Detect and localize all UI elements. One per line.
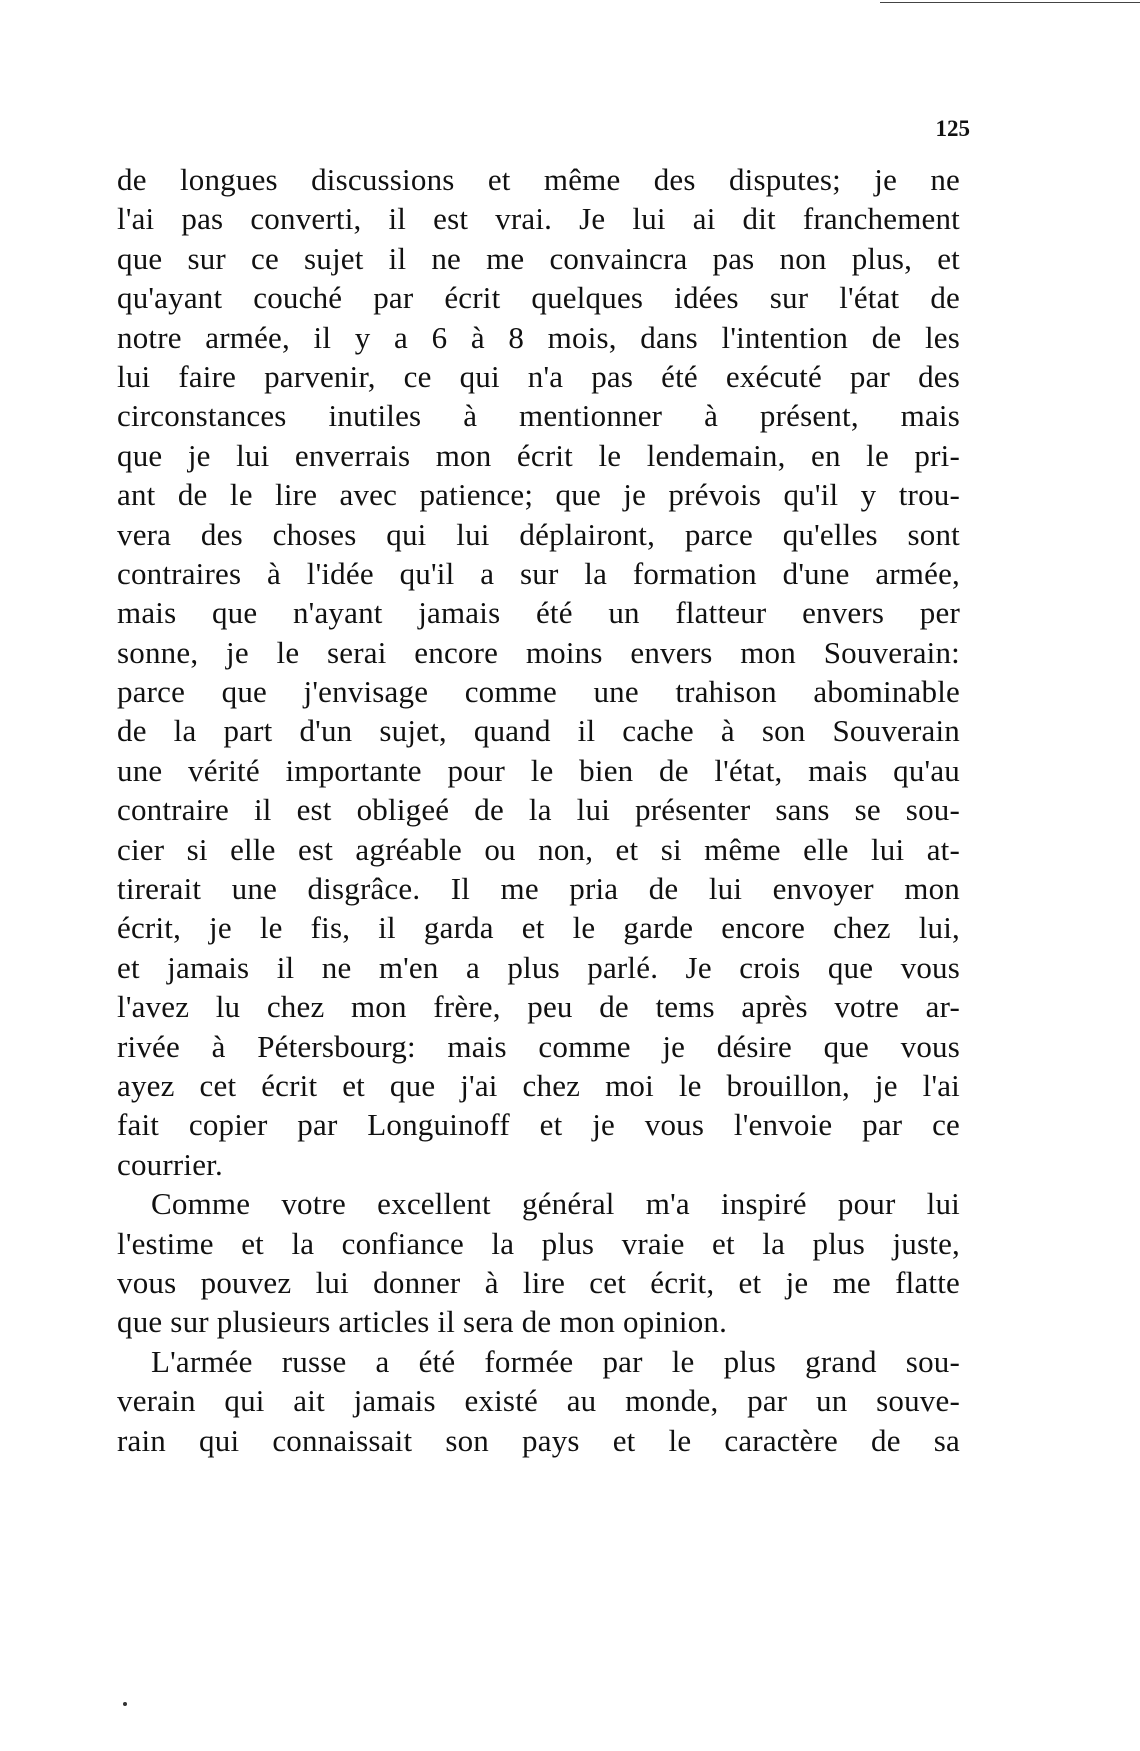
text-line: courrier.: [117, 1146, 223, 1182]
text-line: ayez cet écrit et que j'ai chez moi le brouillon, je l'ai: [117, 1067, 960, 1103]
text-line: notre armée, il y a 6 à 8 mois, dans l'intention de les: [117, 319, 960, 355]
page-number: 125: [935, 116, 970, 141]
text-line: lui faire parvenir, ce qui n'a pas été exécuté par des: [117, 358, 960, 394]
text-line: rain qui connaissait son pays et le caractère de sa: [117, 1422, 960, 1458]
stray-ink-mark: [123, 1702, 127, 1706]
body-text: [117, 160, 960, 1460]
text-line: l'estime et la confiance la plus vraie et la plus juste,: [117, 1225, 960, 1261]
text-line: l'avez lu chez mon frère, peu de tems après votre ar-: [117, 989, 960, 1025]
text-line: que je lui enverrais mon écrit le lendemain, en le pri-: [117, 437, 960, 473]
text-line: vous pouvez lui donner à lire cet écrit, et je me flatte: [117, 1264, 960, 1300]
text-line: qu'ayant couché par écrit quelques idées sur l'état de: [117, 280, 960, 316]
text-line: circonstances inutiles à mentionner à présent, mais: [117, 398, 960, 434]
text-line: L'armée russe a été formée par le plus grand sou-: [151, 1343, 960, 1379]
text-line: une vérité importante pour le bien de l'état, mais qu'au: [117, 752, 960, 788]
text-line: vera des choses qui lui déplairont, parce qu'elles sont: [117, 516, 960, 552]
text-line: verain qui ait jamais existé au monde, par un souve-: [117, 1383, 960, 1419]
text-line: sonne, je le serai encore moins envers mon Souverain:: [117, 634, 960, 670]
text-line: parce que j'envisage comme une trahison abominable: [117, 674, 960, 710]
text-line: cier si elle est agréable ou non, et si même elle lui at-: [117, 831, 960, 867]
text-line: ant de le lire avec patience; que je prévois qu'il y trou-: [117, 477, 960, 513]
text-line: que sur ce sujet il ne me convaincra pas non plus, et: [117, 240, 960, 276]
text-line: que sur plusieurs articles il sera de mon opinion.: [117, 1304, 728, 1340]
text-line: contraires à l'idée qu'il a sur la formation d'une armée,: [117, 555, 960, 591]
text-line: de longues discussions et même des disputes; je ne: [117, 162, 960, 197]
text-line: l'ai pas converti, il est vrai. Je lui ai dit franchement: [117, 201, 960, 237]
text-line: de la part d'un sujet, quand il cache à son Souverain: [117, 713, 960, 749]
text-line: fait copier par Longuinoff et je vous l'envoie par ce: [117, 1107, 960, 1143]
text-line: mais que n'ayant jamais été un flatteur envers per: [117, 595, 960, 631]
text-line: contraire il est obligeé de la lui présenter sans se sou-: [117, 792, 960, 828]
text-line: tirerait une disgrâce. Il me pria de lui envoyer mon: [117, 871, 960, 907]
top-edge-rule: [880, 2, 1140, 3]
text-line: et jamais il ne m'en a plus parlé. Je crois que vous: [117, 949, 960, 985]
text-line: écrit, je le fis, il garda et le garde encore chez lui,: [117, 910, 960, 946]
text-line: rivée à Pétersbourg: mais comme je désire que vous: [117, 1028, 960, 1064]
text-line: Comme votre excellent général m'a inspiré pour lui: [151, 1186, 960, 1222]
